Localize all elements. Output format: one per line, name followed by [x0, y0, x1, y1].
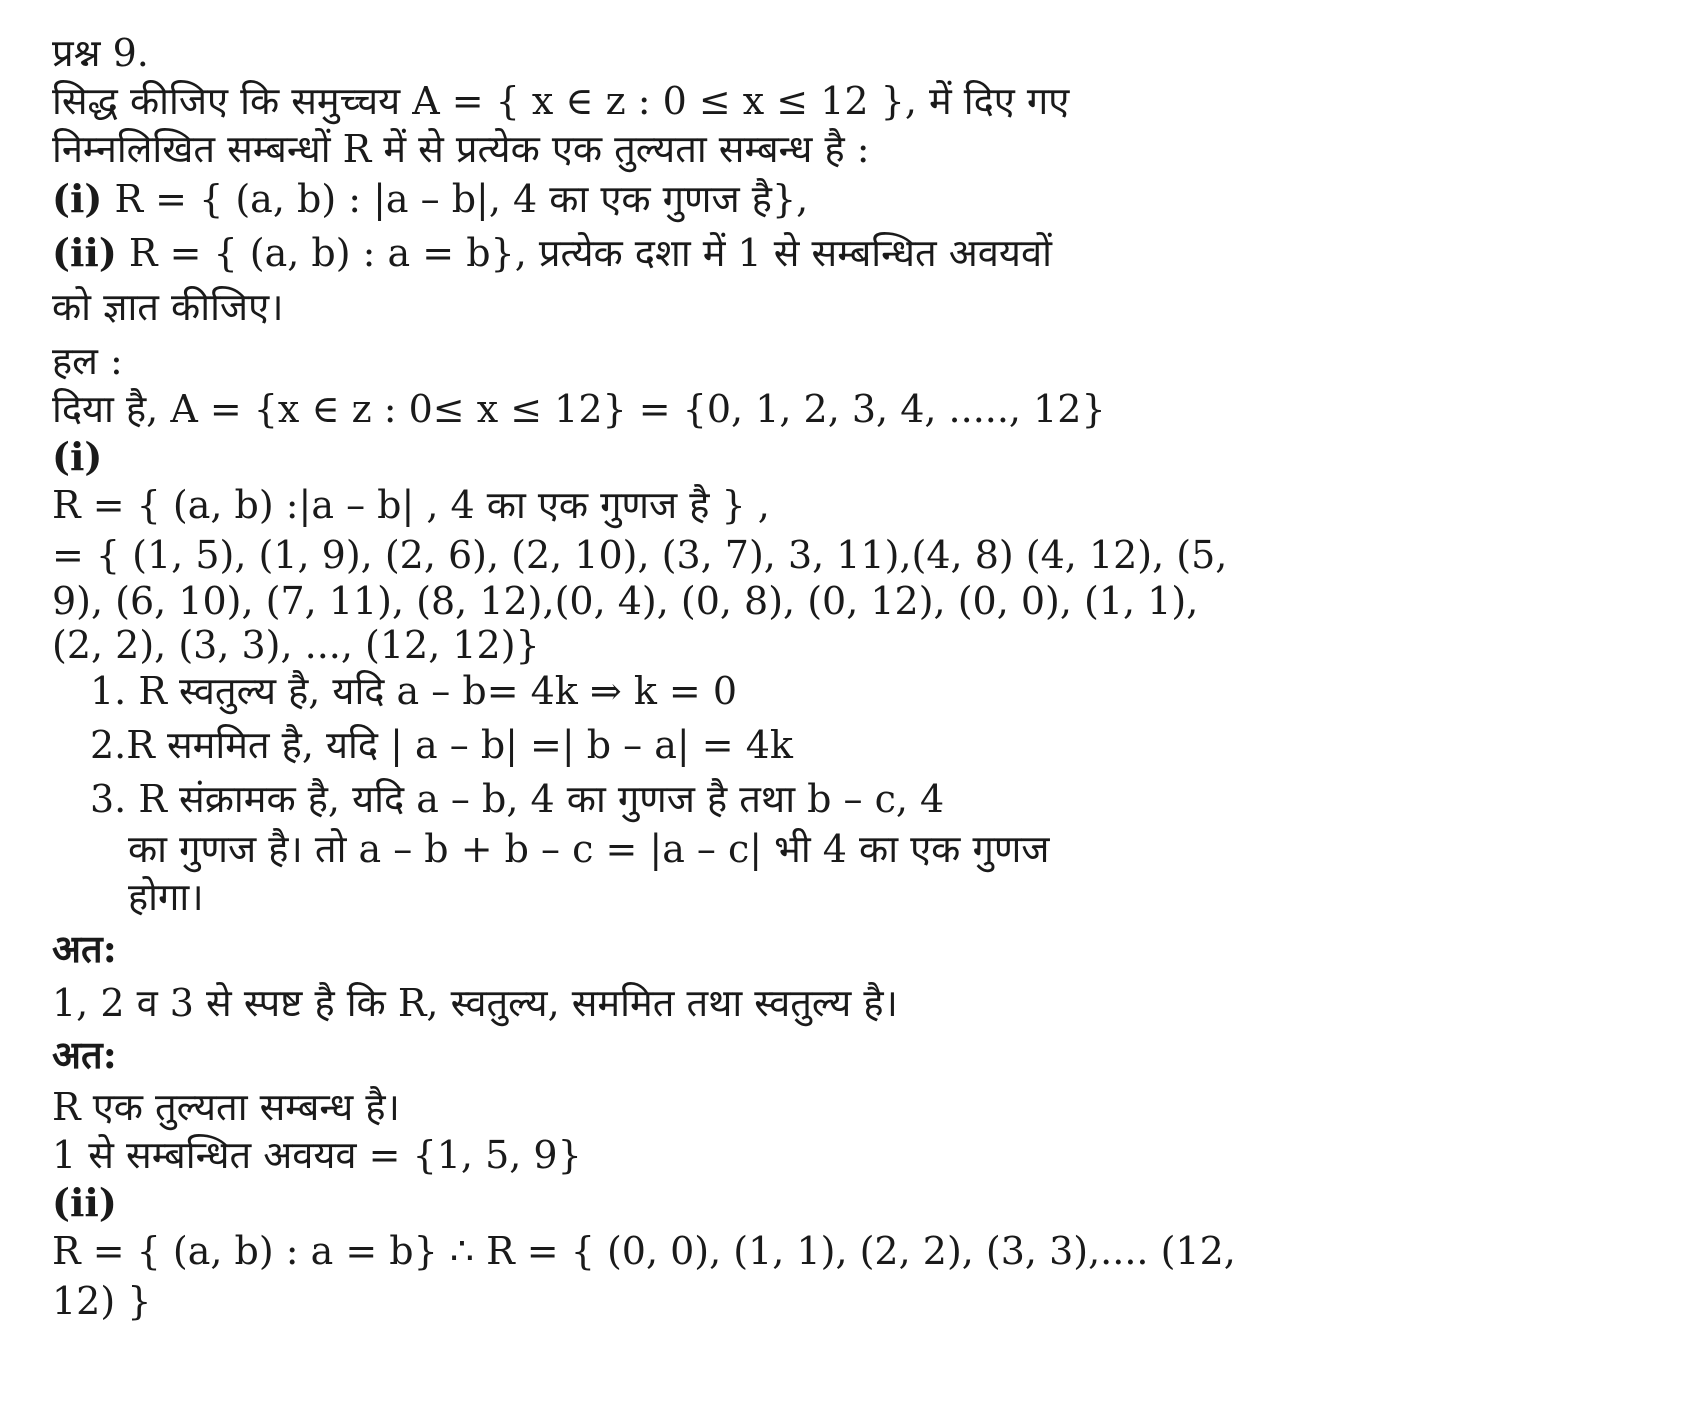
question-part-i-label: (i) [52, 176, 103, 221]
solution-step-3-continuation-1: का गुणज है। तो a – b + b – c = |a – c| भी 4 का एक गुणज [128, 827, 1050, 871]
solution-related-elements-i: 1 से सम्बन्धित अवयव = {1, 5, 9} [52, 1133, 582, 1177]
question-closing: को ज्ञात कीजिए। [52, 285, 284, 329]
solution-heading: हल : [52, 339, 123, 383]
solution-hence-label-1: अत: [52, 926, 117, 971]
question-part-i [52, 174, 808, 224]
solution-relation-set-line-1: = { (1, 5), (1, 9), (2, 6), (2, 10), (3, 7), 3, 11),(4, 8) (4, 12), (5, [52, 533, 1228, 577]
solution-step-3-continuation-2: होगा। [128, 875, 204, 919]
solution-conclusion-1: 1, 2 व 3 से स्पष्ट है कि R, स्वतुल्य, सममित तथा स्वतुल्य है। [52, 981, 898, 1025]
solution-step-3: 3. R संक्रामक है, यदि a – b, 4 का गुणज है तथा b – c, 4 [90, 777, 945, 821]
solution-relation-set-line-2: 9), (6, 10), (7, 11), (8, 12),(0, 4), (0, 8), (0, 12), (0, 0), (1, 1), [52, 579, 1199, 623]
solution-part-ii-label: (ii) [52, 1180, 117, 1225]
question-part-ii-text: R = { (a, b) : a = b}, प्रत्येक दशा में 1 से सम्बन्धित अवयवों [116, 231, 1052, 275]
solution-hence-label-2: अत: [52, 1032, 117, 1077]
question-part-i-text: R = { (a, b) : |a – b|, 4 का एक गुणज है}, [102, 177, 809, 221]
solution-relation-ii-line-1: R = { (a, b) : a = b} ∴ R = { (0, 0), (1, 1), (2, 2), (3, 3),.... (12, [52, 1229, 1236, 1273]
question-part-ii-label: (ii) [52, 230, 117, 275]
question-text-line-1: सिद्ध कीजिए कि समुच्चय A = { x ∈ z : 0 ≤ x ≤ 12 }, में दिए गए [52, 79, 1070, 123]
question-label: प्रश्न 9. [52, 31, 149, 75]
solution-step-2: 2.R सममित है, यदि | a – b| =| b – a| = 4k [90, 723, 793, 767]
solution-given: दिया है, A = {x ∈ z : 0≤ x ≤ 12} = {0, 1, 2, 3, 4, ....., 12} [52, 387, 1106, 431]
solution-relation-ii-line-2: 12) } [52, 1279, 152, 1323]
solution-part-i-label: (i) [52, 434, 103, 479]
question-text-line-2: निम्नलिखित सम्बन्धों R में से प्रत्येक एक तुल्यता सम्बन्ध है : [52, 127, 870, 171]
solution-step-1: 1. R स्वतुल्य है, यदि a – b= 4k ⇒ k = 0 [90, 669, 738, 713]
solution-relation-def: R = { (a, b) :|a – b| , 4 का एक गुणज है } , [52, 483, 770, 527]
question-part-ii [52, 228, 1052, 278]
solution-conclusion-2: R एक तुल्यता सम्बन्ध है। [52, 1085, 400, 1129]
solution-relation-set-line-3: (2, 2), (3, 3), ..., (12, 12)} [52, 623, 540, 667]
